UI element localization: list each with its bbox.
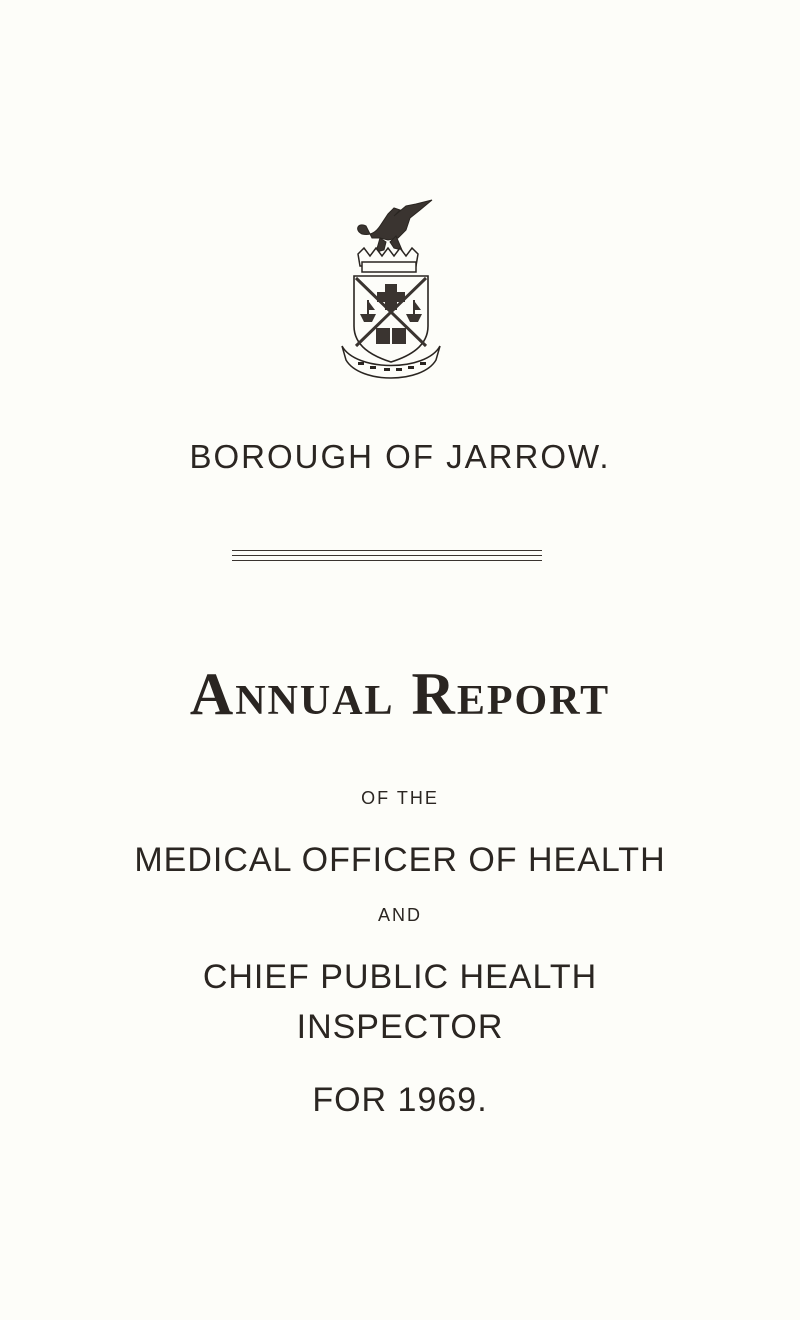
chief-inspector-line: CHIEF PUBLIC HEALTH [202,958,598,996]
borough-coat-of-arms [336,196,446,386]
of-the-label: OF THE [361,788,439,808]
report-year: FOR 1969. [312,1081,488,1119]
and-label: AND [377,905,422,925]
divider-rule [232,555,542,556]
divider-rule [232,550,542,551]
report-title: Annual Report [189,661,611,727]
medical-officer-line: MEDICAL OFFICER OF HEALTH [134,841,666,879]
inspector-line: INSPECTOR [296,1008,504,1046]
divider-rule [232,560,542,561]
borough-heading: BOROUGH OF JARROW. [189,438,611,475]
